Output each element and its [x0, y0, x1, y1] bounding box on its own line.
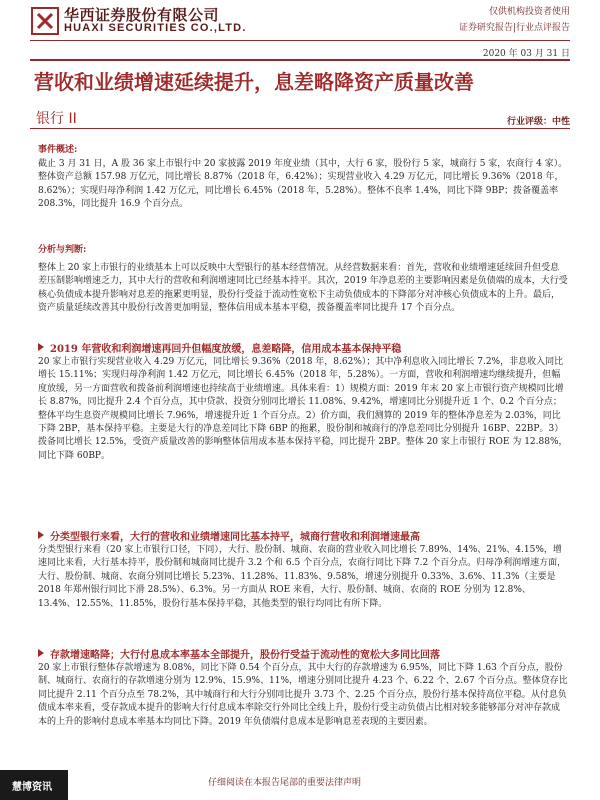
- analysis-label: 分析与判断:: [38, 245, 87, 255]
- industry-rating: 行业评级：中性: [506, 117, 570, 127]
- bullet-heading-1: [38, 340, 568, 355]
- triangle-bullet-icon: [38, 343, 44, 351]
- bullet-text-2: 分类型银行来看（20 家上市银行口径，下同），大行、股份制、城商、农商的营业收入同比增长 7.89%、14%、21%、4.15%，增速同比来看，大行基本持平，股份制和城商同比提升 3.2 个和 6.5 个百分点，农商行同比下降 7.2 个百分点。归母净利润增速方面，大行、股份制、城商、农商分别同比增长 5.23%、11.28%、11.83%、9.58%，增速分别提升 0.33%、3.6%、11.3%（主要是 2018 年郑州银行同比下滑 28.5%）、6.3%。另一方面从 ROE 来看，大行、股份制、城商、农商的 ROE 分别为 12.8%、13.4%、12.55%、11.85%，股份行基本保持平稳，其他类型的银行均同比有所下降。: [38, 545, 567, 609]
- analysis-text: 整体上 20 家上市银行的业绩基本上可以反映中大型银行的基本经营情况。从经营数据来看：首先，营收和业绩增速延续回升但受息差压制影响增速乏力，其中大行的营收和利润增速同比已经基本持平。其次，2019 年净息差的主要影响因素是负债端的成本，大行受核心负债成本提升影响对息差的拖累更明显，股份行受益于流动性宽松下主动负债成本的下降部分对冲核心负债成本的上升。最后，资产质量延续改善其中股份行改善更加明显，整体信用成本基本平稳，拨备覆盖率同比提升 17 个百分点。: [38, 263, 568, 314]
- report-category: 证券研究报告|行业点评报告: [458, 23, 570, 33]
- report-footer: [0, 770, 600, 800]
- company-name-en: HUAXI SECURITIES CO.,LTD.: [64, 22, 247, 34]
- date-divider: [30, 59, 570, 61]
- bullet-heading-text: 存款增速略降；大行付息成本率基本全部提升，股份行受益于流动性的宽松大多同比回落: [50, 650, 440, 661]
- audience-tagline: 仅供机构投资者使用: [488, 7, 570, 17]
- report-title: 营收和业绩增速延续提升，息差略降资产质量改善: [34, 70, 474, 94]
- bullet-heading-text: 2019 年营收和利润增速再回升但幅度放缓，息差略降，信用成本基本保持平稳: [50, 344, 402, 355]
- company-name-cn: 华西证券股份有限公司: [64, 6, 220, 24]
- bullet-heading-2: [38, 528, 568, 543]
- bullet-text-3: 20 家上市银行整体存款增速为 8.08%，同比下降 0.54 个百分点，其中大行的存款增速为 6.95%，同比下降 1.63 个百分点，股份制、城商行、农商行的存款增速分别为 12.9%、15.9%、11%，增速分别同比提升 4.23 个、6.22 个、2.67 个百分点。整体贷存比同比提升 2.11 个百分点至 78.2%，其中城商行和大行分别同比提升 3.73 个、2.25 个百分点，股份行基本保持高位平稳。从付息负债成本率来看，受存款成本提升的影响大行付息成本率除交行外同比全线上升，股份行受主动负债占比相对较多能够部分对冲存款成本的上升的影响付息成本率基本均同比下降。2019 年负债端付息成本是影响息差表现的主要因素。: [38, 663, 568, 727]
- sector-name: 银行 II: [36, 111, 77, 127]
- event-summary-label: 事件概述:: [38, 145, 78, 155]
- report-date: 2020 年 03 月 31 日: [482, 49, 570, 59]
- bullet-heading-text: 分类型银行来看，大行的营收和业绩增速同比基本持平，城商行营收和利润增速最高: [50, 532, 420, 543]
- event-summary-text: 截止 3 月 31 日，A 股 36 家上市银行中 20 家披露 2019 年度业绩（其中，大行 6 家，股份行 5 家，城商行 5 家，农商行 4 家）。整体资产总额 157.98 万亿元，同比增长 8.87%（2018 年，6.42%）；实现营业收入 4.29 万亿元，同比增长 9.36%（2018 年，8.62%）；实现归母净利润 1.42 万亿元，同比增长 6.45%（2018 年，5.28%）。整体不良率 1.4%，同比下降 9BP；拨备覆盖率 208.3%，同比提升 16.9 个百分点。: [38, 159, 568, 210]
- huaxi-logo-icon: [30, 6, 60, 36]
- sector-divider: [30, 128, 570, 129]
- report-header: [0, 0, 600, 42]
- bullet-text-1: 20 家上市银行实现营业收入 4.29 万亿元，同比增长 9.36%（2018 年，8.62%）；其中净利息收入同比增长 7.2%，非息收入同比增长 15.11%；实现归母净利润 1.42 万亿元，同比增长 6.45%（2018 年，5.28%）。一方面，营收和利润增速均继续提升，但幅度放缓，另一方面营收和拨备前利润增速也持续高于业绩增速。具体来看：1）规模方面：2019 年末 20 家上市银行资产规模同比增长 8.87%，同比提升 2.4 个百分点，其中贷款、投资分别同比增长 11.08%、9.42%，增速同比分别提升近 1 个、0.2 个百分点；整体平均生息资产规模同比增长 7.96%，增速提升近 1 个百分点。2）价方面，我们测算的 2019 年的整体净息差为 2.03%，同比下降 2BP，基本保持平稳。主要是大行的净息差同比下降 6BP 的拖累，股份制和城商行的净息差同比分别提升 16BP、22BP。3）拨备同比增长 12.5%，受资产质量改善的影响整体信用成本基本保持平稳，同比提升 2BP。整体 20 家上市银行 ROE 为 12.88%，同比下降 60BP。: [38, 357, 568, 461]
- triangle-bullet-icon: [38, 531, 44, 539]
- triangle-bullet-icon: [38, 649, 44, 657]
- header-divider: [30, 40, 570, 41]
- bullet-heading-3: [38, 646, 568, 661]
- footer-badge: 慧博资讯: [0, 770, 68, 800]
- legal-disclaimer-link[interactable]: 仔细阅读在本报告尾部的重要法律声明: [208, 778, 362, 788]
